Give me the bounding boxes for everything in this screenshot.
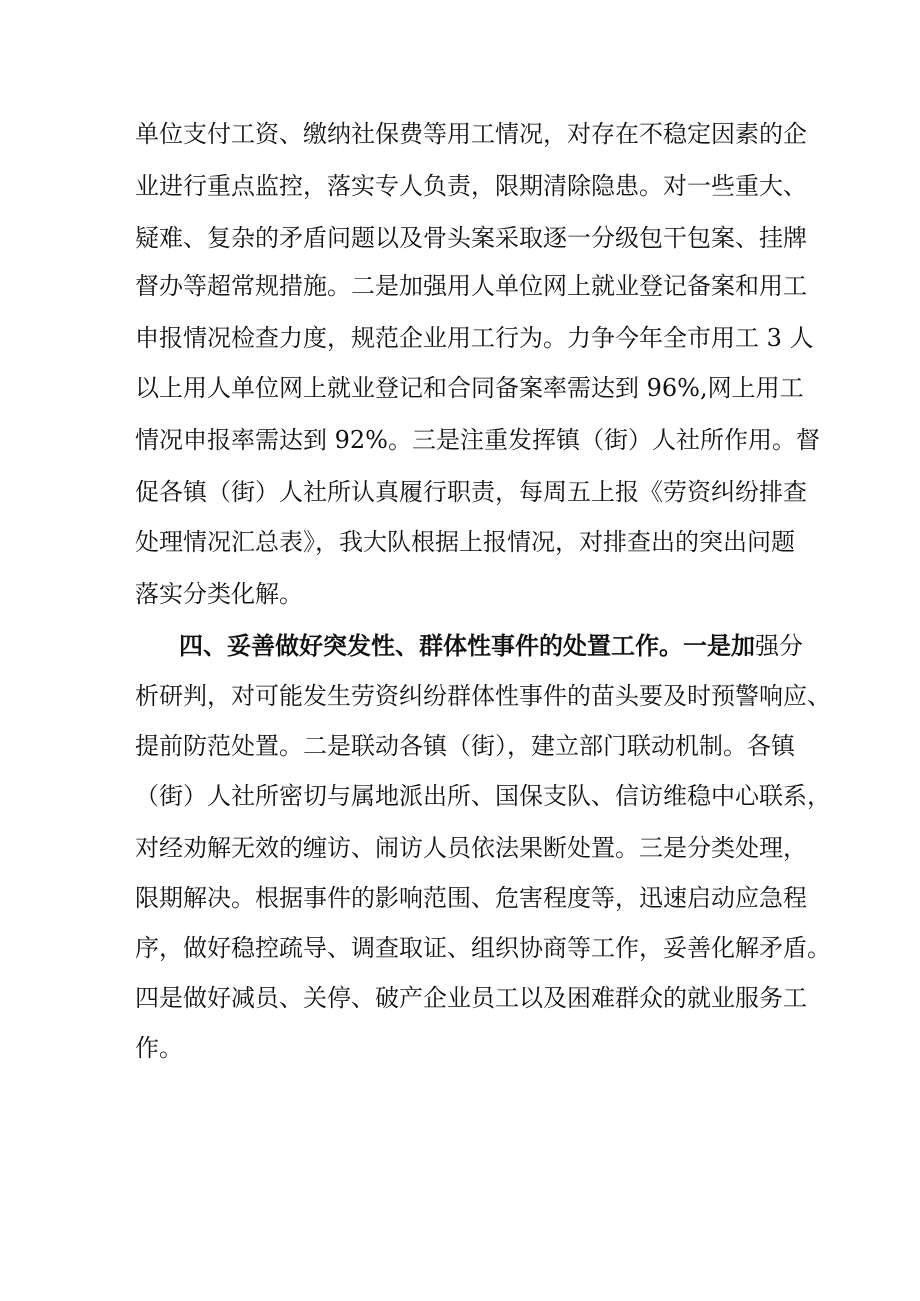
paragraph-line: 疑难、复杂的矛盾问题以及骨头案采取逐一分级包干包案、挂牌 — [135, 224, 807, 252]
paragraph-line: 业进行重点监控，落实专人负责，限期清除隐患。对一些重大、 — [135, 172, 807, 200]
paragraph-text: 强分 — [755, 632, 803, 660]
paragraph-line: 处理情况汇总表》，我大队根据上报情况，对排查出的突出问题 — [135, 528, 795, 556]
paragraph-line: 情况申报率需达到 92%。三是注重发挥镇（街）人社所作用。督 — [135, 426, 820, 454]
paragraph-line: 作。 — [135, 1034, 183, 1062]
paragraph-line: 四是做好减员、关停、破产企业员工以及困难群众的就业服务工 — [135, 984, 807, 1012]
paragraph-line: 单位支付工资、缴纳社保费等用工情况，对存在不稳定因素的企 — [135, 120, 807, 148]
paragraph-line: 对经劝解无效的缠访、闹访人员依法果断处置。三是分类处理， — [135, 834, 807, 862]
paragraph-line: 促各镇（街）人社所认真履行职责，每周五上报《劳资纠纷排查 — [135, 478, 807, 506]
paragraph-line: 申报情况检查力度，规范企业用工行为。力争今年全市用工 3 人 — [135, 324, 814, 352]
paragraph-line: 落实分类化解。 — [135, 580, 303, 608]
paragraph-line: 督办等超常规措施。二是加强用人单位网上就业登记备案和用工 — [135, 272, 807, 300]
paragraph-line: 限期解决。根据事件的影响范围、危害程度等，迅速启动应急程 — [135, 884, 807, 912]
paragraph-line: 以上用人单位网上就业登记和合同备案率需达到 96%,网上用工 — [135, 374, 804, 402]
paragraph-line: 提前防范处置。二是联动各镇（街），建立部门联动机制。各镇 — [135, 732, 795, 760]
paragraph-line: 析研判，对可能发生劳资纠纷群体性事件的苗头要及时预警响应、 — [135, 682, 831, 710]
section-heading: 四、妥善做好突发性、群体性事件的处置工作。一是加 — [179, 631, 755, 660]
paragraph-line: 序，做好稳控疏导、调查取证、组织协商等工作，妥善化解矛盾。 — [135, 934, 831, 962]
section-heading-line — [179, 626, 803, 666]
paragraph-line: （街）人社所密切与属地派出所、国保支队、信访维稳中心联系， — [135, 782, 831, 810]
